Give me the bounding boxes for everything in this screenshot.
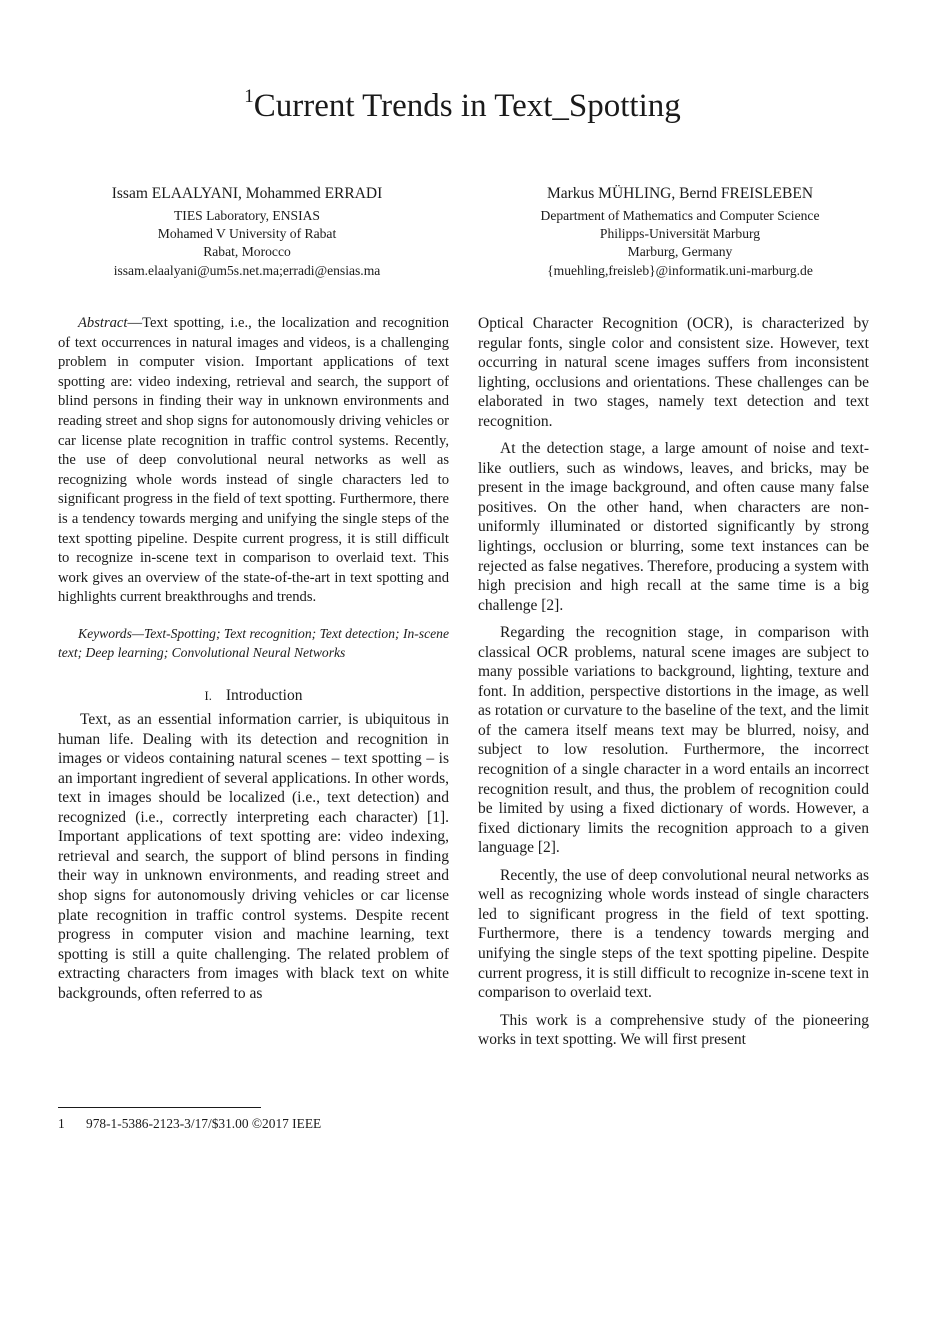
title-text: Current Trends in Text_Spotting: [253, 88, 681, 124]
body-paragraph: Recently, the use of deep convolutional neural networks as well as recognizing whole words instead of single characters led to significant progress in the field of text spotting. Furthermore, there is a tendency towards merging and unifying the single steps of the text spotting pipeline. Despite current progress, it is still difficult to recognize in-scene text in comparison to overlaid text.: [478, 866, 869, 1002]
abstract-label: Abstract: [78, 315, 128, 331]
author-email: issam.elaalyani@um5s.net.ma;erradi@ensias.ma: [113, 262, 381, 278]
body-paragraph: This work is a comprehensive study of the pioneering works in text spotting. We will first present: [478, 1011, 869, 1049]
body-paragraph: Optical Character Recognition (OCR), is characterized by regular fonts, single color and consistent size. However, text occurring in natural scene images suffers from inconsistent lighting, occlusions and orientations. These challenges can be elaborated in two stages, namely text detection and text recognition.: [478, 315, 869, 430]
keywords: Keywords—Text-Spotting; Text recognition; Text detection; In-scene text; Deep learning; Convolutional Neural Networks: [58, 625, 449, 660]
footnote: [58, 1115, 321, 1133]
affiliation-line: Rabat, Morocco: [203, 244, 291, 260]
affiliation-line: Marburg, Germany: [627, 244, 733, 260]
body-paragraph: Text, as an essential information carrier, is ubiquitous in human life. Dealing with its detection and recognition in images or videos containing natural scenes – text spotting – is an important ingredient of several applications. In other words, text in images should be localized (i.e., text detection) and recognized (i.e., correctly interpreting each character) [1]. Important applications of text spotting are: video indexing, retrieval and search, the support of blind persons in finding their way in unknown environments, and reading street and shop signs for autonomously driving vehicles or car license plate recognition in traffic control systems. Despite recent progress in computer vision and machine learning, text spotting is still a quite challenging. The related problem of extracting characters from images with black text on white backgrounds, often referred to as: [58, 711, 449, 1002]
affiliation-line: Philipps-Universität Marburg: [599, 226, 761, 242]
body-paragraph: At the detection stage, a large amount of noise and text-like outliers, such as windows, leaves, and bricks, may be present in the image background, and often cause many false positives. On the other hand, when characters are non-uniformly illuminated or distorted significantly by strong lightings, occlusion or blurring, some text instances can be rejected as false negatives. Therefore, producing a system with high precision and high recall at the same time is a big challenge [2].: [478, 440, 869, 614]
section-number: I.: [204, 689, 212, 704]
paper-title: [0, 86, 925, 126]
author-names: Issam ELAALYANI, Mohammed ERRADI: [111, 185, 383, 202]
body-paragraph: Regarding the recognition stage, in comparison with classical OCR problems, natural scene images are subject to many possible variations to background, lighting, texture and font. In addition, perspective distortions in the image, as well as rotation or curvature to the baseline of the text, and the limit of the camera itself means text may be blurred, noisy, and subject to low resolution. Furthermore, the incorrect recognition of a single character in a word entails an incorrect recognition result, and thus, the problem of recognition could be limited by using a fixed dictionary of words. However, a fixed dictionary limits the recognition approach to a given language [2].: [478, 624, 869, 857]
abstract: [58, 314, 449, 608]
affiliation-line: TIES Laboratory, ENSIAS: [174, 208, 320, 223]
section-title: Introduction: [225, 687, 303, 705]
footnote-divider: [58, 1107, 261, 1108]
author-names: Markus MÜHLING, Bernd FREISLEBEN: [546, 185, 814, 202]
section-heading: [58, 686, 449, 706]
affiliation-line: Mohamed V University of Rabat: [157, 226, 337, 242]
author-block-left: [47, 184, 447, 280]
footnote-marker: 1: [58, 1116, 65, 1131]
left-column: [58, 314, 449, 1003]
right-column: [478, 314, 869, 1050]
author-email: {muehling,freisleb}@informatik.uni-marburg.de: [547, 262, 813, 278]
affiliation-line: Department of Mathematics and Computer Science: [540, 208, 820, 223]
footnote-text: 978-1-5386-2123-3/17/$31.00 ©2017 IEEE: [86, 1116, 322, 1131]
abstract-text: —Text spotting, i.e., the localization and recognition of text occurrences in natural images and videos, is a challenging problem in computer vision. Important applications of text spotting are: video indexing, retrieval and search, the support of blind persons in finding their way in unknown environments and reading street and shop signs for autonomously driving vehicles or car license plate recognition in traffic control systems. Recently, the use of deep convolutional neural networks as well as recognizing whole words instead of single characters led to significant progress in the field of text spotting. Furthermore, there is a tendency towards merging and unifying the single steps of the text spotting pipeline. Despite current progress, it is still difficult to recognize in-scene text in comparison to overlaid text. This work gives an overview of the state-of-the-art in text spotting and highlights current breakthroughs and trends.: [58, 315, 449, 606]
title-footnote-marker: 1: [244, 86, 254, 107]
author-block-right: [480, 184, 880, 280]
